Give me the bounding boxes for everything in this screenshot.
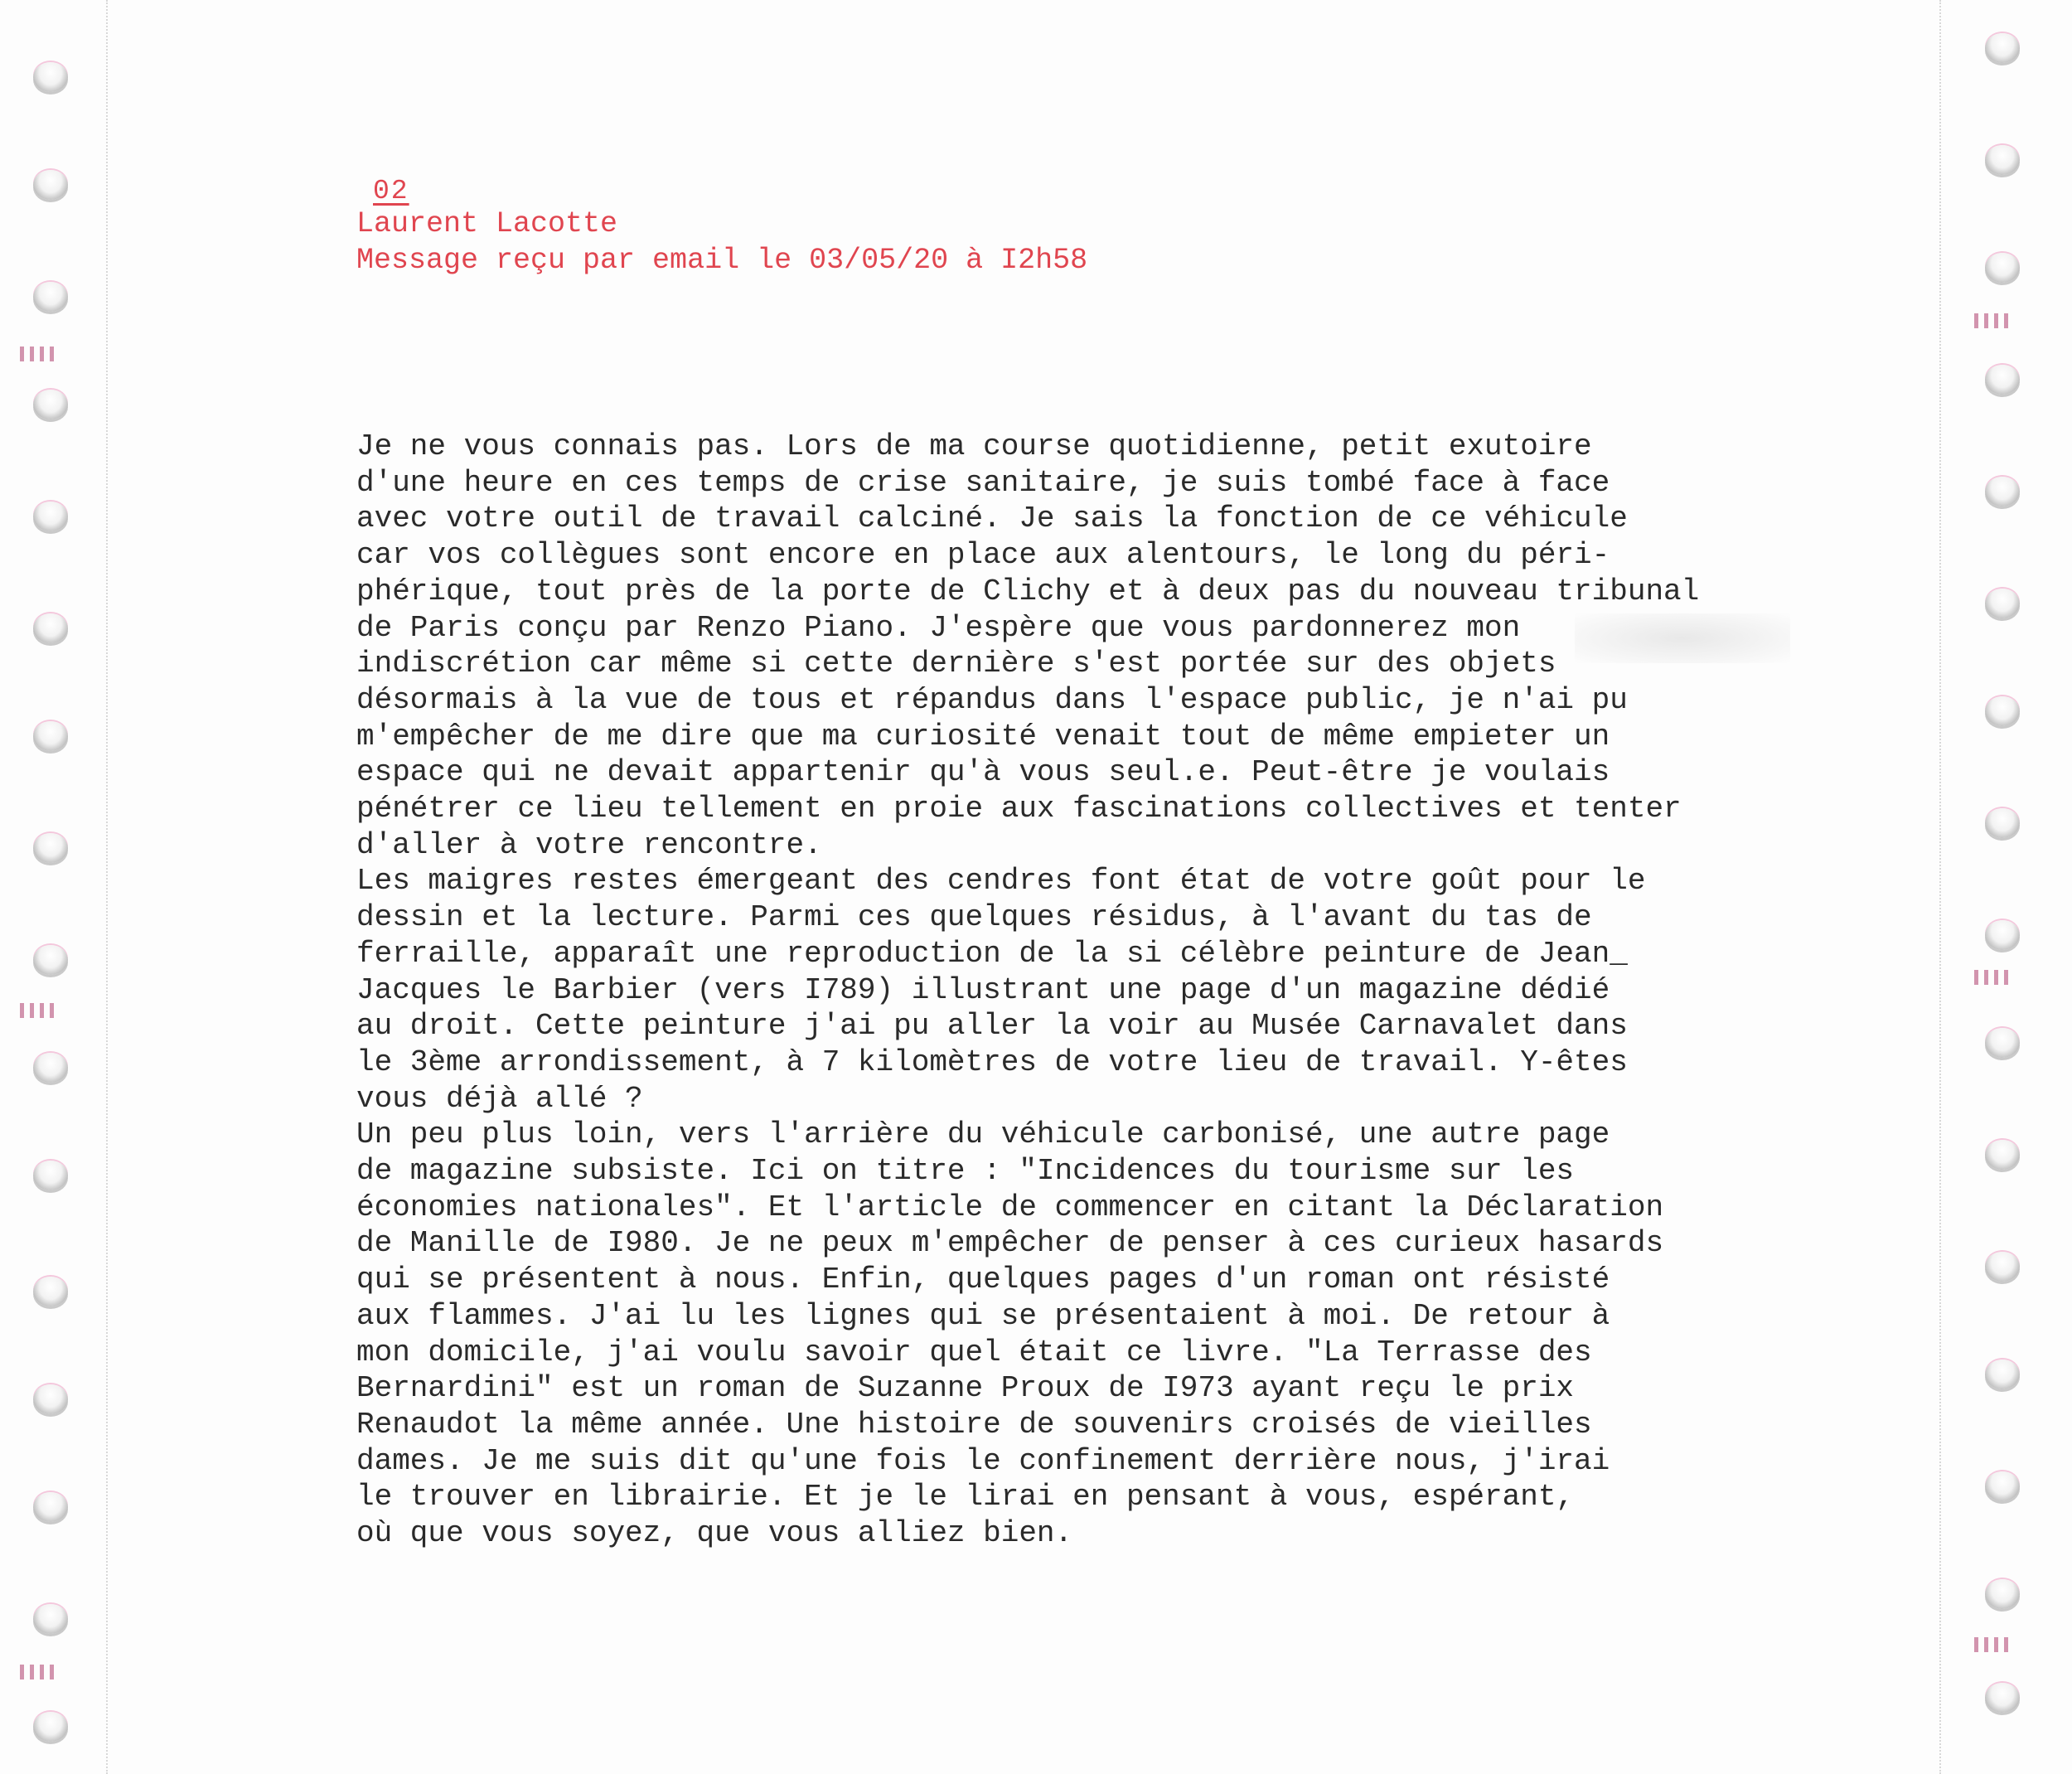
feed-hole bbox=[33, 1604, 68, 1634]
feed-hole bbox=[33, 502, 68, 531]
body-line: car vos collègues sont encore en place aux alentours, le long du péri- bbox=[356, 538, 1610, 573]
body-line: dames. Je me suis dit qu'une fois le confinement derrière nous, j'irai bbox=[356, 1443, 1610, 1478]
body-line: indiscrétion car même si cette dernière s'est portée sur des objets bbox=[356, 647, 1556, 681]
perforation-mark bbox=[20, 347, 58, 361]
feed-hole bbox=[1985, 696, 2020, 726]
perforation-mark bbox=[1974, 1637, 2012, 1652]
body-line: Renaudot la même année. Une histoire de souvenirs croisés de vieilles bbox=[356, 1407, 1592, 1442]
body-line: de magazine subsiste. Ici on titre : "Incidences du tourisme sur les bbox=[356, 1154, 1575, 1189]
feed-hole bbox=[33, 1712, 68, 1742]
feed-hole bbox=[1985, 33, 2020, 63]
body-line: m'empêcher de me dire que ma curiosité venait tout de même empieter un bbox=[356, 719, 1610, 754]
feed-hole bbox=[1985, 1028, 2020, 1058]
feed-hole bbox=[1985, 920, 2020, 950]
body-line: où que vous soyez, que vous alliez bien. bbox=[356, 1516, 1073, 1551]
body-line: de Paris conçu par Renzo Piano. J'espère que vous pardonnerez mon bbox=[356, 610, 1521, 645]
feed-hole bbox=[33, 62, 68, 92]
body-line: le 3ème arrondissement, à 7 kilomètres de votre lieu de travail. Y-êtes bbox=[356, 1045, 1628, 1079]
feed-hole bbox=[1985, 1683, 2020, 1713]
feed-hole bbox=[33, 170, 68, 200]
right-perforation-line bbox=[1939, 0, 1941, 1774]
body-line: Un peu plus loin, vers l'arrière du véhicule carbonisé, une autre page bbox=[356, 1117, 1610, 1152]
feed-hole bbox=[33, 1161, 68, 1190]
body-line: espace qui ne devait appartenir qu'à vous seul.e. Peut-être je voulais bbox=[356, 755, 1610, 790]
body-line: dessin et la lecture. Parmi ces quelques résidus, à l'avant du tas de bbox=[356, 900, 1592, 935]
body-line: pénétrer ce lieu tellement en proie aux fascinations collectives et tenter bbox=[356, 792, 1682, 826]
perforation-mark bbox=[20, 1003, 58, 1018]
letter-author: Laurent Lacotte bbox=[356, 207, 618, 240]
feed-hole bbox=[1985, 1252, 2020, 1282]
body-line: Jacques le Barbier (vers I789) illustrant une page d'un magazine dédié bbox=[356, 972, 1610, 1007]
feed-hole bbox=[33, 945, 68, 975]
body-line: économies nationales". Et l'article de commencer en citant la Déclaration bbox=[356, 1190, 1664, 1224]
letter-body bbox=[356, 429, 1765, 1552]
body-line: avec votre outil de travail calciné. Je sais la fonction de ce véhicule bbox=[356, 502, 1628, 536]
feed-hole bbox=[33, 1492, 68, 1522]
body-line: vous déjà allé ? bbox=[356, 1081, 643, 1116]
body-line: ferraille, apparaît une reproduction de la si célèbre peinture de Jean_ bbox=[356, 936, 1628, 971]
body-line: au droit. Cette peinture j'ai pu aller la voir au Musée Carnavalet dans bbox=[356, 1009, 1628, 1044]
feed-hole bbox=[1985, 1360, 2020, 1389]
body-line: désormais à la vue de tous et répandus dans l'espace public, je n'ai pu bbox=[356, 682, 1628, 717]
body-line: phérique, tout près de la porte de Clichy et à deux pas du nouveau tribunal bbox=[356, 574, 1700, 608]
letter-received-info: Message reçu par email le 03/05/20 à I2h58 bbox=[356, 244, 1088, 277]
feed-hole bbox=[33, 833, 68, 863]
feed-hole bbox=[1985, 1471, 2020, 1501]
body-line: le trouver en librairie. Et je le lirai en pensant à vous, espérant, bbox=[356, 1480, 1575, 1515]
feed-hole bbox=[1985, 1579, 2020, 1609]
perforation-mark bbox=[20, 1665, 58, 1679]
perforation-mark bbox=[1974, 313, 2012, 328]
body-line: de Manille de I980. Je ne peux m'empêcher de penser à ces curieux hasards bbox=[356, 1226, 1664, 1261]
body-line: Bernardini" est un roman de Suzanne Proux de I973 ayant reçu le prix bbox=[356, 1371, 1575, 1406]
letter-number: 02 bbox=[373, 176, 409, 206]
feed-hole bbox=[33, 721, 68, 751]
right-tractor-strip bbox=[1939, 0, 2047, 1774]
feed-hole bbox=[1985, 1140, 2020, 1170]
feed-hole bbox=[1985, 477, 2020, 507]
body-line: d'une heure en ces temps de crise sanitaire, je suis tombé face à face bbox=[356, 465, 1610, 500]
left-tractor-strip bbox=[0, 0, 108, 1774]
body-line: qui se présentent à nous. Enfin, quelques pages d'un roman ont résisté bbox=[356, 1263, 1610, 1297]
body-line: d'aller à votre rencontre. bbox=[356, 827, 822, 862]
feed-hole bbox=[1985, 365, 2020, 395]
feed-hole bbox=[33, 1277, 68, 1306]
body-line: aux flammes. J'ai lu les lignes qui se présentaient à moi. De retour à bbox=[356, 1298, 1610, 1333]
feed-hole bbox=[1985, 808, 2020, 838]
feed-hole bbox=[33, 390, 68, 419]
feed-hole bbox=[33, 282, 68, 312]
feed-hole bbox=[1985, 145, 2020, 175]
left-perforation-line bbox=[106, 0, 108, 1774]
body-line: Je ne vous connais pas. Lors de ma course quotidienne, petit exutoire bbox=[356, 429, 1592, 463]
feed-hole bbox=[33, 1053, 68, 1083]
feed-hole bbox=[1985, 589, 2020, 618]
feed-hole bbox=[33, 613, 68, 643]
feed-hole bbox=[1985, 253, 2020, 283]
perforation-mark bbox=[1974, 970, 2012, 985]
body-line: mon domicile, j'ai voulu savoir quel était ce livre. "La Terrasse des bbox=[356, 1335, 1592, 1369]
body-line: Les maigres restes émergeant des cendres font état de votre goût pour le bbox=[356, 864, 1646, 899]
feed-hole bbox=[33, 1384, 68, 1414]
letter-header bbox=[356, 176, 1087, 279]
